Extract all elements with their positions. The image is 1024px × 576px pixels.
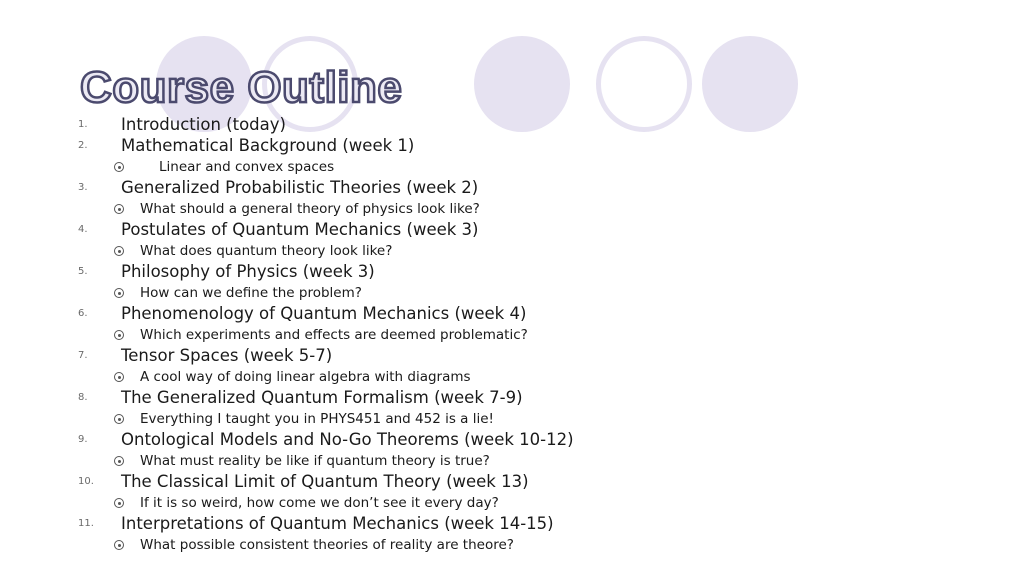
list-item [0,471,1024,492]
circled-dot-bullet-icon [114,288,124,298]
item-number: 1. [78,119,88,130]
item-title: The Generalized Quantum Formalism (week 7-9) [121,388,523,407]
circled-dot-bullet-icon [114,204,124,214]
item-number: 9. [78,434,88,445]
list-item [0,345,1024,366]
item-title: Tensor Spaces (week 5-7) [121,346,333,365]
list-item [0,303,1024,324]
sub-item [0,324,1024,345]
sub-item-text: Which experiments and effects are deemed problematic? [140,327,528,343]
sub-item [0,408,1024,429]
sub-item [0,282,1024,303]
list-item [0,114,1024,135]
item-number: 6. [78,308,88,319]
slide-title: Course Outline [80,63,403,112]
sub-item-text: What possible consistent theories of reality are theore? [140,537,514,553]
sub-item-text: Linear and convex spaces [159,159,335,175]
circled-dot-bullet-icon [114,330,124,340]
list-item [0,177,1024,198]
list-item [0,219,1024,240]
sub-item-text: If it is so weird, how come we don’t see it every day? [140,495,499,511]
item-title: Generalized Probabilistic Theories (week 2) [121,178,479,197]
sub-item [0,450,1024,471]
circled-dot-bullet-icon [114,372,124,382]
item-number: 10. [78,476,94,487]
item-title: Philosophy of Physics (week 3) [121,262,375,281]
item-title: Phenomenology of Quantum Mechanics (week 4) [121,304,527,323]
item-title: Introduction (today) [121,115,286,134]
circled-dot-bullet-icon [114,414,124,424]
sub-item-text: Everything I taught you in PHYS451 and 452 is a lie! [140,411,494,427]
item-number: 7. [78,350,88,361]
item-number: 3. [78,182,88,193]
sub-item-text: How can we define the problem? [140,285,362,301]
circled-dot-bullet-icon [114,456,124,466]
item-title: Postulates of Quantum Mechanics (week 3) [121,220,479,239]
course-outline-list [0,114,1024,555]
item-number: 5. [78,266,88,277]
circled-dot-bullet-icon [114,498,124,508]
list-item [0,387,1024,408]
sub-item [0,156,1024,177]
sub-item [0,366,1024,387]
sub-item-text: What does quantum theory look like? [140,243,393,259]
list-item [0,513,1024,534]
sub-item [0,240,1024,261]
sub-item [0,492,1024,513]
sub-item [0,198,1024,219]
item-number: 8. [78,392,88,403]
item-title: Ontological Models and No-Go Theorems (week 10-12) [121,430,574,449]
list-item [0,429,1024,450]
list-item [0,261,1024,282]
item-title: Interpretations of Quantum Mechanics (week 14-15) [121,514,554,533]
item-title: The Classical Limit of Quantum Theory (week 13) [121,472,529,491]
item-number: 2. [78,140,88,151]
item-title: Mathematical Background (week 1) [121,136,415,155]
circled-dot-bullet-icon [114,246,124,256]
list-item [0,135,1024,156]
sub-item-text: A cool way of doing linear algebra with diagrams [140,369,471,385]
sub-item [0,534,1024,555]
sub-item-text: What should a general theory of physics look like? [140,201,480,217]
item-number: 4. [78,224,88,235]
circled-dot-bullet-icon [114,162,124,172]
sub-item-text: What must reality be like if quantum theory is true? [140,453,490,469]
circled-dot-bullet-icon [114,540,124,550]
item-number: 11. [78,518,94,529]
